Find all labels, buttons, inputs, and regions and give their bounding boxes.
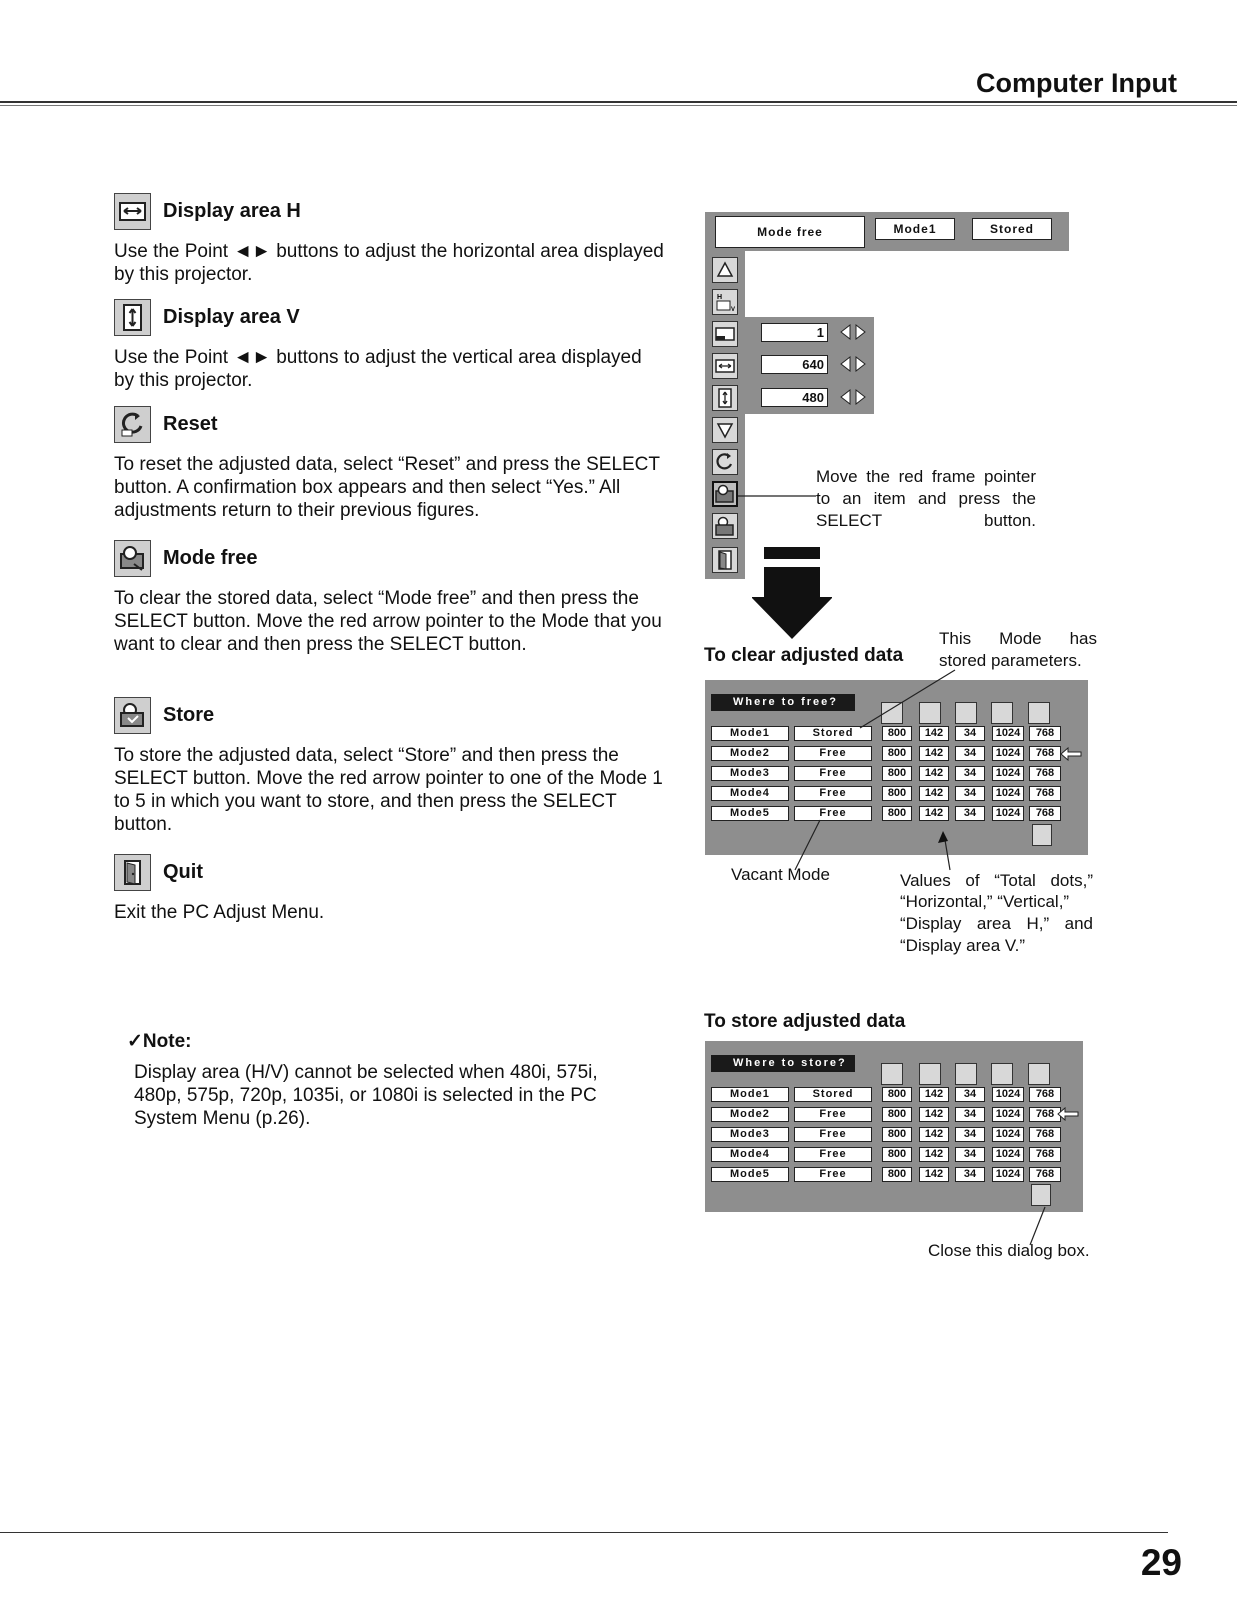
note-title: ✓Note:	[127, 1031, 192, 1052]
annotation-close: Close this dialog box.	[928, 1241, 1090, 1260]
row-value: 142	[919, 1167, 949, 1182]
row-value: 800	[882, 786, 912, 801]
svg-text:V: V	[731, 307, 736, 313]
store-dialog	[705, 1041, 1083, 1212]
row-value: 768	[1029, 1147, 1061, 1162]
left-right-arrows-icon[interactable]	[840, 356, 866, 372]
row-status: Free	[794, 1147, 872, 1162]
row-value: 34	[955, 1127, 985, 1142]
row-value: 768	[1029, 1167, 1061, 1182]
row-value: 768	[1029, 806, 1061, 821]
menu-mode-free-box[interactable]: Mode free	[715, 216, 865, 248]
display-area-v-icon[interactable]	[712, 385, 738, 411]
annotation-values-line3: “Display area H,” and	[900, 914, 1093, 933]
section-display-area-v	[114, 298, 664, 392]
annotation-values-line4: “Display area V.”	[900, 936, 1026, 955]
row-mode: Mode2	[711, 1107, 789, 1122]
value-field: 640	[761, 355, 828, 374]
section-body: Exit the PC Adjust Menu.	[114, 902, 325, 923]
section-title: Store	[163, 703, 215, 726]
annotation-values-line1: Values of “Total dots,”	[900, 871, 1093, 890]
mode-free-icon[interactable]	[712, 481, 738, 507]
row-value: 768	[1029, 1127, 1061, 1142]
row-value: 1024	[992, 786, 1024, 801]
section-store	[114, 696, 664, 836]
row-status: Free	[794, 1127, 872, 1142]
section-reset	[114, 405, 664, 522]
row-value: 142	[919, 726, 949, 741]
quit-door-icon	[114, 854, 151, 891]
note-box	[127, 1030, 647, 1130]
row-mode: Mode3	[711, 766, 789, 781]
section-body: To clear the stored data, select “Mode free” and then press the SELECT button. Move the red arrow pointer to the Mode that you want to clear and then press the SELECT button.	[114, 588, 662, 655]
total-dots-icon	[881, 1063, 903, 1085]
row-value: 800	[882, 1087, 912, 1102]
quit-door-icon[interactable]	[1031, 1184, 1051, 1206]
row-value: 142	[919, 1107, 949, 1122]
display-area-h-icon	[991, 1063, 1013, 1085]
row-status: Free	[794, 786, 872, 801]
row-value: 768	[1029, 746, 1061, 761]
row-mode: Mode5	[711, 806, 789, 821]
row-status: Stored	[794, 1087, 872, 1102]
row-value: 1024	[992, 1087, 1024, 1102]
up-arrow-icon[interactable]	[712, 257, 738, 283]
row-value: 142	[919, 786, 949, 801]
row-value: 768	[1029, 1087, 1061, 1102]
row-value: 800	[882, 746, 912, 761]
vertical-icon	[955, 1063, 977, 1085]
value-field: 1	[761, 323, 828, 342]
menu-status-box: Stored	[972, 218, 1052, 240]
section-title: Reset	[163, 412, 218, 435]
row-value: 800	[882, 1127, 912, 1142]
section-body: To store the adjusted data, select “Store” and then press the SELECT button. Move the red arrow pointer to one of the Mode 1 to 5 in which you want to store, and then press the SELECT button.	[114, 745, 663, 835]
value-field: 480	[761, 388, 828, 407]
row-mode: Mode5	[711, 1167, 789, 1182]
display-area-v-icon	[114, 299, 151, 336]
row-value: 34	[955, 1087, 985, 1102]
svg-text:H: H	[717, 294, 723, 301]
annotation-has-stored-line1: This Mode has	[939, 629, 1097, 648]
row-mode: Mode1	[711, 726, 789, 741]
big-down-arrow-icon	[752, 547, 832, 639]
clear-heading: To clear adjusted data	[704, 645, 904, 666]
annotation-values-line2: “Horizontal,” “Vertical,”	[900, 892, 1070, 911]
row-mode: Mode4	[711, 786, 789, 801]
row-value: 34	[955, 746, 985, 761]
footer-rule	[0, 1532, 1168, 1533]
row-value: 142	[919, 746, 949, 761]
row-mode: Mode1	[711, 1087, 789, 1102]
display-area-h-icon	[991, 702, 1013, 724]
row-value: 142	[919, 806, 949, 821]
row-value: 768	[1029, 726, 1061, 741]
row-value: 800	[882, 766, 912, 781]
row-value: 768	[1029, 766, 1061, 781]
row-status: Stored	[794, 726, 872, 741]
menu-side-panel	[705, 251, 745, 579]
mode-free-icon	[114, 540, 151, 577]
row-value: 142	[919, 1127, 949, 1142]
row-value: 34	[955, 1107, 985, 1122]
section-title: Quit	[163, 860, 203, 883]
row-value: 142	[919, 1147, 949, 1162]
section-title: Display area H	[163, 199, 301, 222]
row-mode: Mode3	[711, 1127, 789, 1142]
left-right-arrows-icon[interactable]	[840, 389, 866, 405]
row-status: Free	[794, 766, 872, 781]
quit-door-icon[interactable]	[712, 547, 738, 573]
annotation-red-frame: Move the red frame pointer to an item and press the SELECT button.	[816, 467, 1036, 530]
page-number: 29	[1140, 1542, 1182, 1583]
left-right-arrows-icon[interactable]	[840, 324, 866, 340]
annotation-vacant: Vacant Mode	[731, 865, 830, 884]
display-area-v-icon	[1028, 702, 1050, 724]
hv-icon[interactable]	[712, 289, 738, 315]
row-value: 34	[955, 726, 985, 741]
store-icon[interactable]	[712, 513, 738, 539]
row-value: 800	[882, 806, 912, 821]
dialog-title: Where to store?	[711, 1055, 855, 1072]
section-display-area-h	[114, 192, 664, 286]
row-mode: Mode2	[711, 746, 789, 761]
pointer-arrow-icon	[1057, 1107, 1079, 1121]
display-area-h-icon[interactable]	[712, 353, 738, 379]
header-rule	[0, 101, 1237, 103]
reset-icon	[114, 406, 151, 443]
row-value: 1024	[992, 746, 1024, 761]
menu-top-bar	[705, 212, 1069, 251]
row-value: 768	[1029, 1107, 1061, 1122]
row-value: 34	[955, 1147, 985, 1162]
row-value: 1024	[992, 1147, 1024, 1162]
row-value: 1024	[992, 1167, 1024, 1182]
menu-mode-box: Mode1	[875, 218, 955, 240]
dialog-title: Where to free?	[711, 694, 855, 711]
row-value: 800	[882, 726, 912, 741]
row-value: 34	[955, 806, 985, 821]
row-value: 1024	[992, 1127, 1024, 1142]
section-body: Use the Point ◄► buttons to adjust the horizontal area displayed by this projector.	[114, 241, 664, 285]
position-h-icon[interactable]	[712, 321, 738, 347]
row-value: 1024	[992, 726, 1024, 741]
section-mode-free	[114, 539, 664, 656]
header-rule-thin	[0, 105, 1237, 106]
row-status: Free	[794, 1107, 872, 1122]
quit-door-icon[interactable]	[1032, 824, 1052, 846]
row-status: Free	[794, 746, 872, 761]
display-area-v-icon	[1028, 1063, 1050, 1085]
row-value: 800	[882, 1147, 912, 1162]
store-heading: To store adjusted data	[704, 1011, 906, 1032]
menu-values-panel	[745, 317, 874, 414]
annotation-has-stored-line2: stored parameters.	[939, 651, 1082, 670]
row-value: 1024	[992, 766, 1024, 781]
page-header-title: Computer Input	[976, 68, 1177, 98]
horizontal-icon	[919, 1063, 941, 1085]
store-icon	[114, 697, 151, 734]
row-value: 34	[955, 766, 985, 781]
section-body: Use the Point ◄► buttons to adjust the vertical area displayed by this projector.	[114, 347, 642, 391]
row-value: 1024	[992, 806, 1024, 821]
section-body: To reset the adjusted data, select “Reset” and press the SELECT button. A confirmation box appears and then select “Yes.” All adjustments return to their previous figures.	[114, 454, 660, 521]
row-value: 800	[882, 1107, 912, 1122]
row-mode: Mode4	[711, 1147, 789, 1162]
pointer-line	[738, 490, 818, 510]
row-value: 768	[1029, 786, 1061, 801]
display-area-h-icon	[114, 193, 151, 230]
section-title: Display area V	[163, 305, 300, 328]
row-value: 142	[919, 1087, 949, 1102]
reset-icon[interactable]	[712, 449, 738, 475]
row-value: 1024	[992, 1107, 1024, 1122]
row-value: 800	[882, 1167, 912, 1182]
section-quit	[114, 853, 664, 924]
pointer-arrow-icon	[1060, 747, 1082, 761]
row-value: 142	[919, 766, 949, 781]
section-title: Mode free	[163, 546, 258, 569]
row-value: 34	[955, 1167, 985, 1182]
down-arrow-icon[interactable]	[712, 417, 738, 443]
row-status: Free	[794, 1167, 872, 1182]
row-status: Free	[794, 806, 872, 821]
callout-lines	[780, 660, 980, 890]
row-value: 34	[955, 786, 985, 801]
note-body: Display area (H/V) cannot be selected when 480i, 575i, 480p, 575p, 720p, 1035i, or 1080i is selected in the PC System Menu (p.26).	[134, 1062, 598, 1129]
